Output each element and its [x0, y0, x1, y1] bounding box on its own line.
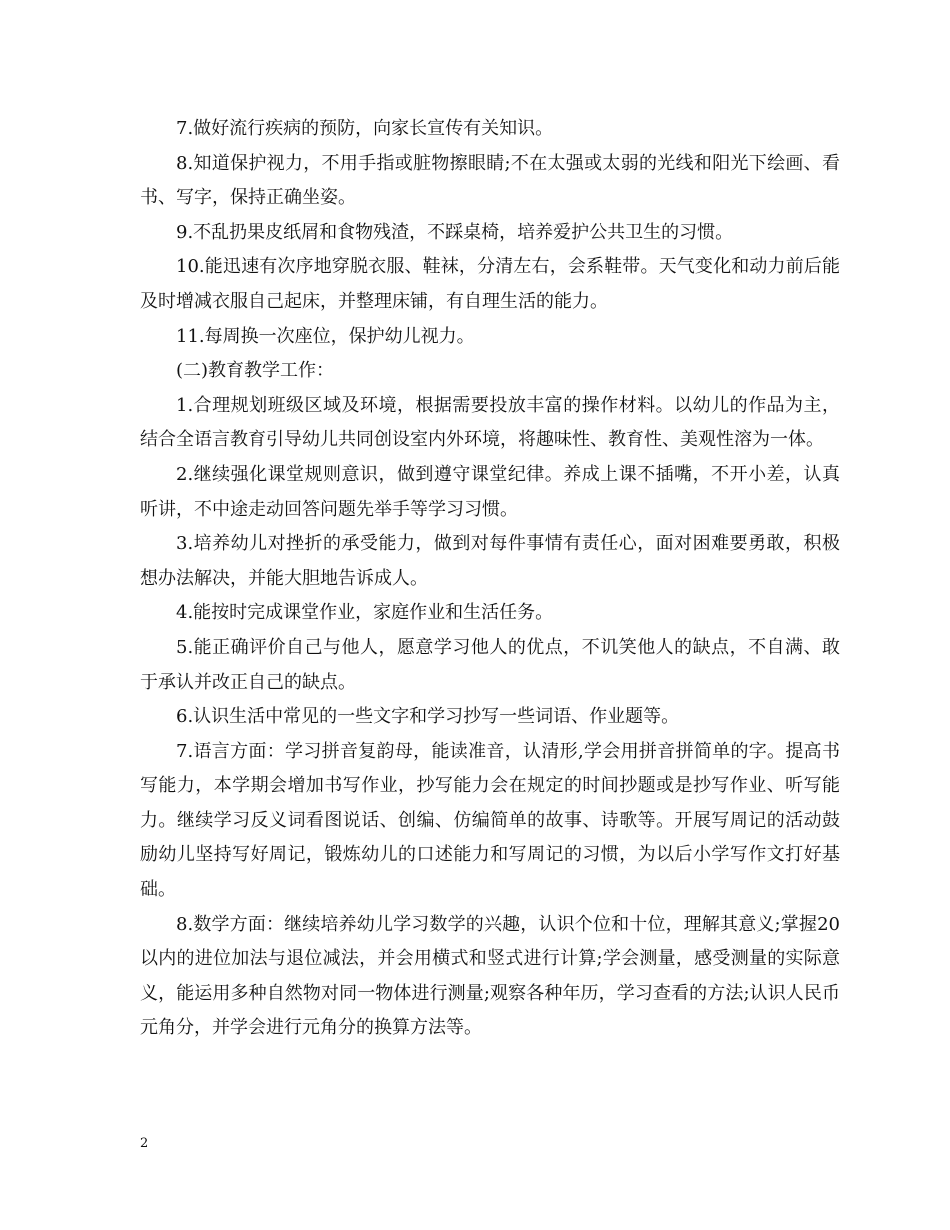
page-number: 2: [140, 1136, 149, 1151]
paragraph-item-1-environment: 1.合理规划班级区域及环境，根据需要投放丰富的操作材料。以幼儿的作品为主，结合全语言教育引导幼儿共同创设室内外环境，将趣味性、教育性、美观性溶为一体。: [140, 394, 840, 451]
paragraph-item-6-literacy: 6.认识生活中常见的一些文字和学习抄写一些词语、作业题等。: [176, 706, 680, 728]
paragraph-item-9-hygiene: 9.不乱扔果皮纸屑和食物残渣，不踩桌椅，培养爱护公共卫生的习惯。: [176, 221, 734, 243]
document-body: [140, 112, 840, 1046]
paragraph-item-3-resilience: 3.培养幼儿对挫折的承受能力，做到对每件事情有责任心，面对困难要勇敢，积极想办法解决，并能大胆地告诉成人。: [140, 533, 840, 589]
paragraph-item-8-vision: 8.知道保护视力，不用手指或脏物擦眼睛;不在太强或太弱的光线和阳光下绘画、看书、写字，保持正确坐姿。: [140, 152, 840, 209]
paragraph-item-7-language: 7.语言方面：学习拼音复韵母，能读准音，认清形,学会用拼音拼简单的字。提高书写能力，本学期会增加书写作业，抄写能力会在规定的时间抄题或是抄写作业、听写能力。继续学习反义词看图说话、创编、仿编简单的故事、诗歌等。开展写周记的活动鼓励幼儿坚持写好周记，锻炼幼儿的口述能力和写周记的习惯，为以后小学写作文打好基础。: [140, 740, 840, 901]
paragraph-item-5-evaluation: 5.能正确评价自己与他人，愿意学习他人的优点，不讥笑他人的缺点，不自满、敢于承认并改正自己的缺点。: [140, 636, 840, 693]
section-heading-teaching: (二)教育教学工作：: [176, 360, 335, 382]
paragraph-item-10-dressing: 10.能迅速有次序地穿脱衣服、鞋袜，分清左右，会系鞋带。天气变化和动力前后能及时增减衣服自己起床，并整理床铺，有自理生活的能力。: [140, 256, 840, 312]
paragraph-item-4-homework: 4.能按时完成课堂作业，家庭作业和生活任务。: [176, 602, 554, 624]
paragraph-item-7-disease: 7.做好流行疾病的预防，向家长宣传有关知识。: [176, 118, 554, 139]
paragraph-item-2-rules: 2.继续强化课堂规则意识，做到遵守课堂纪律。养成上课不插嘴，不开小差，认真听讲，不中途走动回答问题先举手等学习习惯。: [140, 463, 840, 520]
paragraph-item-8-math: 8.数学方面：继续培养幼儿学习数学的兴趣，认识个位和十位，理解其意义;掌握20以内的进位加法与退位减法，并会用横式和竖式进行计算;学会测量，感受测量的实际意义，能运用多种自然物对同一物体进行测量;观察各种年历，学习查看的方法;认识人民币元角分，并学会进行元角分的换算方法等。: [140, 913, 840, 1039]
paragraph-item-11-seating: 11.每周换一次座位，保护幼儿视力。: [176, 325, 475, 347]
